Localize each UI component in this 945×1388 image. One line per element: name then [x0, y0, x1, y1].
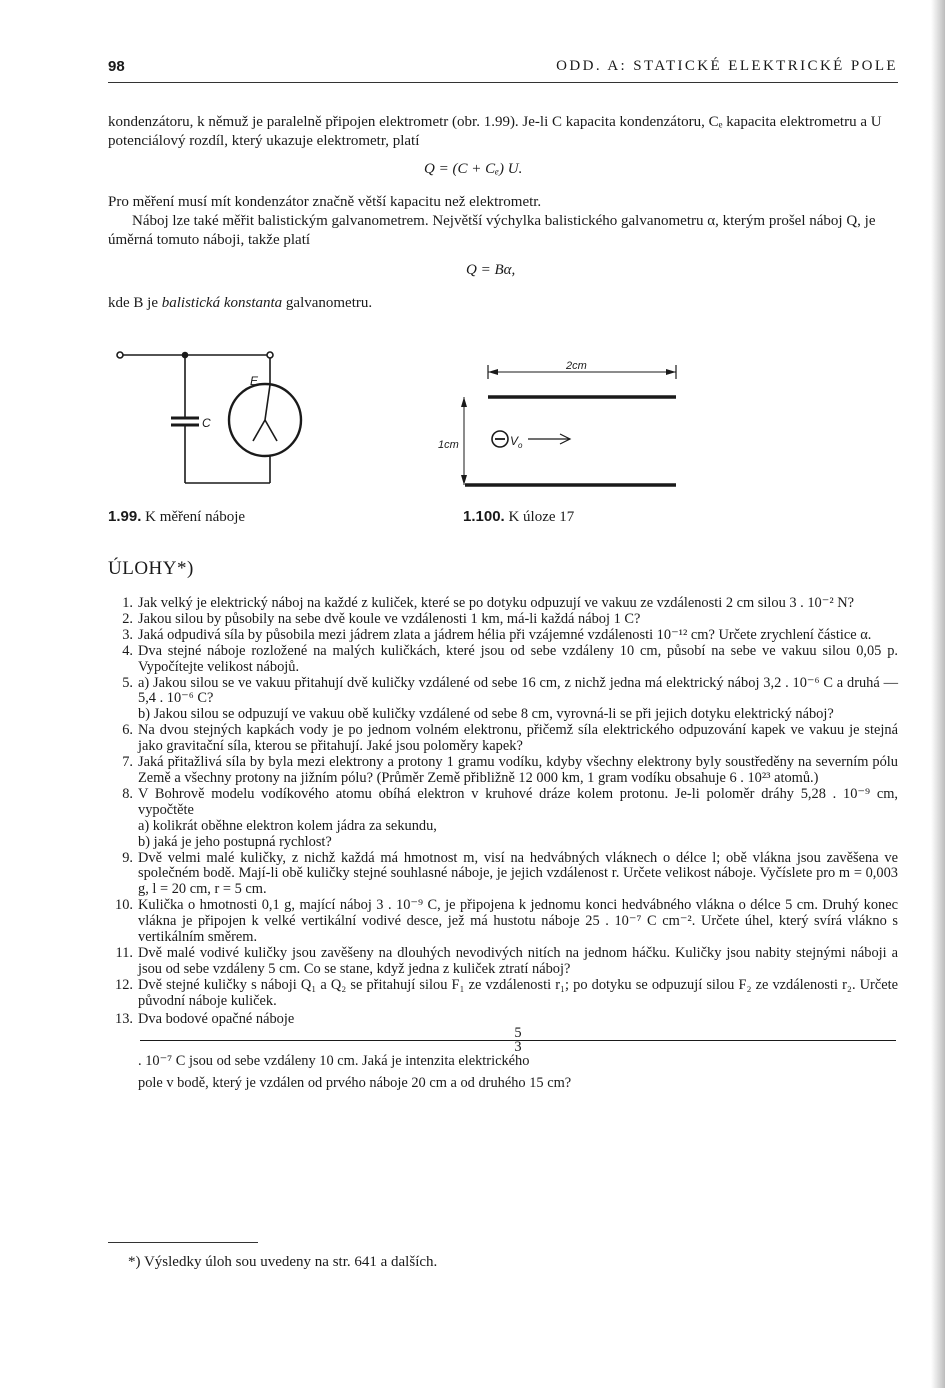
problem-item: [108, 787, 898, 851]
problem-item: [108, 676, 898, 724]
problem-text-b: b) Jakou silou se odpuzují ve vakuu obě kuličky vzdálené od sebe 8 cm, vyrovná-li se při jejich dotyku elektrický náboj?: [138, 706, 834, 723]
label-e: E: [250, 374, 259, 388]
dim-arrow-left: [488, 369, 498, 375]
problem-text: Dvě stejné kuličky s náboji Q₁ a Q₂ se přitahují silou F₁ ze vzdálenosti r₁; po dotyku se odpuzují silou F₂ ze vzdálenosti r₂. Určete původní náboje kuliček.: [138, 976, 898, 1009]
problem-item: [108, 644, 898, 676]
problem-text: Jak velký je elektrický náboj na každé z kuliček, které se po dotyku odpuzují ve vakuu ze vzdálenosti 2 cm silou 3 . 10⁻² N?: [138, 595, 855, 611]
intro-paragraph-2: Pro měření musí mít kondenzátor značně větší kapacitu než elektrometr.: [108, 194, 542, 210]
intro-paragraph-1: kondenzátoru, k němuž je paralelně připojen elektrometr (obr. 1.99). Je-li C kapacita kondenzátoru, Cₑ kapacita elektrometru a U potenciálový rozdíl, který ukazuje elektrometr, platí: [108, 114, 882, 149]
problem-number: 7.: [122, 754, 133, 771]
problem-number: 2.: [122, 610, 133, 627]
problem-item: [108, 898, 898, 946]
problem-text: Jakou silou by působily na sebe dvě koule ve vzdálenosti 1 km, má-li každá náboj 1 C?: [138, 610, 641, 627]
problem-text: V Bohrově modelu vodíkového atomu obíhá elektron v kruhové dráze kolem protonu. Je-li poloměr dráhy 5,28 . 10⁻⁹ cm, vypočtěte: [138, 785, 898, 818]
figure-1-99-circuit: [112, 345, 312, 495]
dim-arrow-up: [461, 397, 467, 407]
header-rule: [108, 82, 898, 83]
running-title: ODD. A: STATICKÉ ELEKTRICKÉ POLE: [556, 58, 898, 74]
figure-1-100-plates: [430, 355, 680, 510]
equation-q-ballistic: Q = Bα,: [466, 262, 516, 278]
problem-number: 9.: [122, 849, 133, 866]
label-velocity: [510, 434, 523, 450]
problem-item: [108, 596, 898, 612]
fraction-numerator: 5: [140, 1027, 896, 1041]
intro-paragraphs: [108, 193, 900, 250]
fraction-denominator: 3: [514, 1039, 522, 1056]
problem-item: [108, 946, 898, 978]
footnote: *) Výsledky úloh sou uvedeny na str. 641 a dalších.: [128, 1254, 438, 1270]
footnote-rule: [108, 1242, 258, 1243]
caption-1-99-text: K měření náboje: [141, 509, 246, 525]
caption-1-100: [463, 508, 574, 526]
problem-text-b: b) jaká je jeho postupná rychlost?: [138, 833, 332, 850]
problem-text: Jaká odpudivá síla by působila mezi jádrem zlata a jádrem hélia při vzájemné vzdálenosti 10⁻¹² cm? Určete zrychlení částice α.: [138, 626, 872, 643]
problem-item: [108, 755, 898, 787]
problem-number: 10.: [115, 897, 133, 914]
p4-end: galvanometru.: [282, 295, 373, 311]
problem-text: Kulička o hmotnosti 0,1 g, mající náboj 3 . 10⁻⁹ C, je připojena k jednomu konci hedvábného vlákna o délce 5 cm. Druhý konec vlákna je připojen k velké vertikální vodivé desce, jež má hustotu náboje 25 . 10⁻⁷ C cm⁻². Určete úhel, který svírá vlákno s vertikálním směrem.: [138, 897, 898, 946]
problem-text: Dvě malé vodivé kuličky jsou zavěšeny na dlouhých nevodivých nitích na jednom háčku. Kuličky jsou nabity stejnými náboji a jsou od sebe vzdáleny 5 cm. Co se stane, když jedna z kuliček ztratí náboj?: [138, 944, 898, 977]
label-c: C: [202, 416, 211, 430]
label-velocity-sub: o: [518, 441, 523, 450]
electrometer-stem: [265, 385, 270, 420]
equation-q-capacity: Q = (C + Cₑ) U.: [424, 161, 523, 177]
p4-start: kde B je: [108, 295, 162, 311]
problem-13-text-a: Dva bodové opačné náboje: [138, 1010, 295, 1027]
electrometer-leaf-left: [253, 420, 265, 441]
problem-item: [108, 851, 898, 899]
problem-text: Dvě velmi malé kuličky, z nichž každá má hmotnost m, visí na hedvábných vláknech o délce l; obě vlákna jsou zavěšena ve společném bodě. Mají-li obě kuličky stejné souhlasné náboje, je jejich vzdálenost r. Určete velikost náboje. Vyčíslete pro m = 0,003 g, l = 20 cm, r = 5 cm.: [138, 849, 898, 898]
problem-text: Na dvou stejných kapkách vody je po jednom volném elektronu, přičemž síla elektrického odpuzování kapek ve vakuu je stejná jako gravitační síla, kterou se přitahují. Jaké jsou poloměry kapek?: [138, 722, 898, 755]
label-width: 2cm: [566, 360, 587, 372]
label-height: 1cm: [438, 439, 459, 451]
problem-number: 11.: [115, 944, 133, 961]
problem-text: Jaká přitažlivá síla by byla mezi elektrony a protony 1 gramu vodíku, kdyby všechny elektrony byly soustředěny na severním pólu Země a všechny protony na jižním pólu? (Průměr Země přibližně 12 000 km, 1 gram vodíku obsahuje 6 . 10²³ atomů.): [138, 754, 898, 786]
page-header: [108, 58, 898, 80]
problem-number: 1.: [122, 595, 133, 611]
problem-item: [108, 1012, 898, 1093]
problem-text: Dva stejné náboje rozložené na malých kuličkách, které jsou od sebe vzdáleny 10 cm, působí na sebe ve vakuu silou 0,05 p. Vypočítejte velikost nábojů.: [138, 642, 898, 675]
caption-1-100-text: K úloze 17: [504, 509, 575, 525]
dim-arrow-right: [666, 369, 676, 375]
caption-1-100-num: 1.100.: [463, 508, 505, 525]
caption-1-99: [108, 508, 245, 526]
problem-text-a: a) kolikrát oběhne elektron kolem jádra za sekundu,: [138, 817, 437, 834]
fraction: [140, 1027, 896, 1054]
problem-number: 8.: [122, 785, 133, 802]
terminal-right: [267, 352, 273, 358]
intro-paragraph-3: Náboj lze také měřit balistickým galvanometrem. Největší výchylka balistického galvanometru α, kterým prošel náboj Q, je úměrná tomuto náboji, takže platí: [108, 213, 876, 248]
label-velocity-v: V: [510, 434, 519, 448]
problem-13-line-2: pole v bodě, který je vzdálen od prvého náboje 20 cm a od druhého 15 cm?: [138, 1075, 572, 1092]
problem-item: [108, 723, 898, 755]
caption-1-99-num: 1.99.: [108, 508, 142, 525]
electrometer-leaf-right: [265, 420, 277, 441]
scan-shadow-edge: [931, 0, 945, 1388]
intro-paragraph-4: [108, 294, 900, 313]
problem-number: 3.: [122, 626, 133, 643]
problem-list: [108, 596, 898, 1092]
problem-item: [108, 612, 898, 628]
problem-number: 5.: [122, 674, 133, 691]
p4-term: balistická konstanta: [161, 295, 283, 311]
problem-number: 6.: [122, 722, 133, 739]
problem-number: 12.: [115, 976, 133, 993]
problem-13-text-b: . 10⁻⁷ C jsou od sebe vzdáleny 10 cm. Jaká je intenzita elektrického: [138, 1053, 530, 1070]
page-number: 98: [108, 58, 125, 75]
problem-number: 13.: [115, 1010, 133, 1027]
problem-text-a: a) Jakou silou se ve vakuu přitahují dvě kuličky vzdálené od sebe 16 cm, z nichž jedna má elektrický náboj 3,2 . 10⁻⁶ C a druhá —5,4 . 10⁻⁶ C?: [138, 674, 898, 707]
problem-item: [108, 628, 898, 644]
terminal-left: [117, 352, 123, 358]
problem-number: 4.: [122, 642, 133, 659]
section-title: ÚLOHY*): [108, 558, 194, 579]
problem-item: [108, 978, 898, 1010]
problem-13-line-1: [138, 1012, 898, 1071]
